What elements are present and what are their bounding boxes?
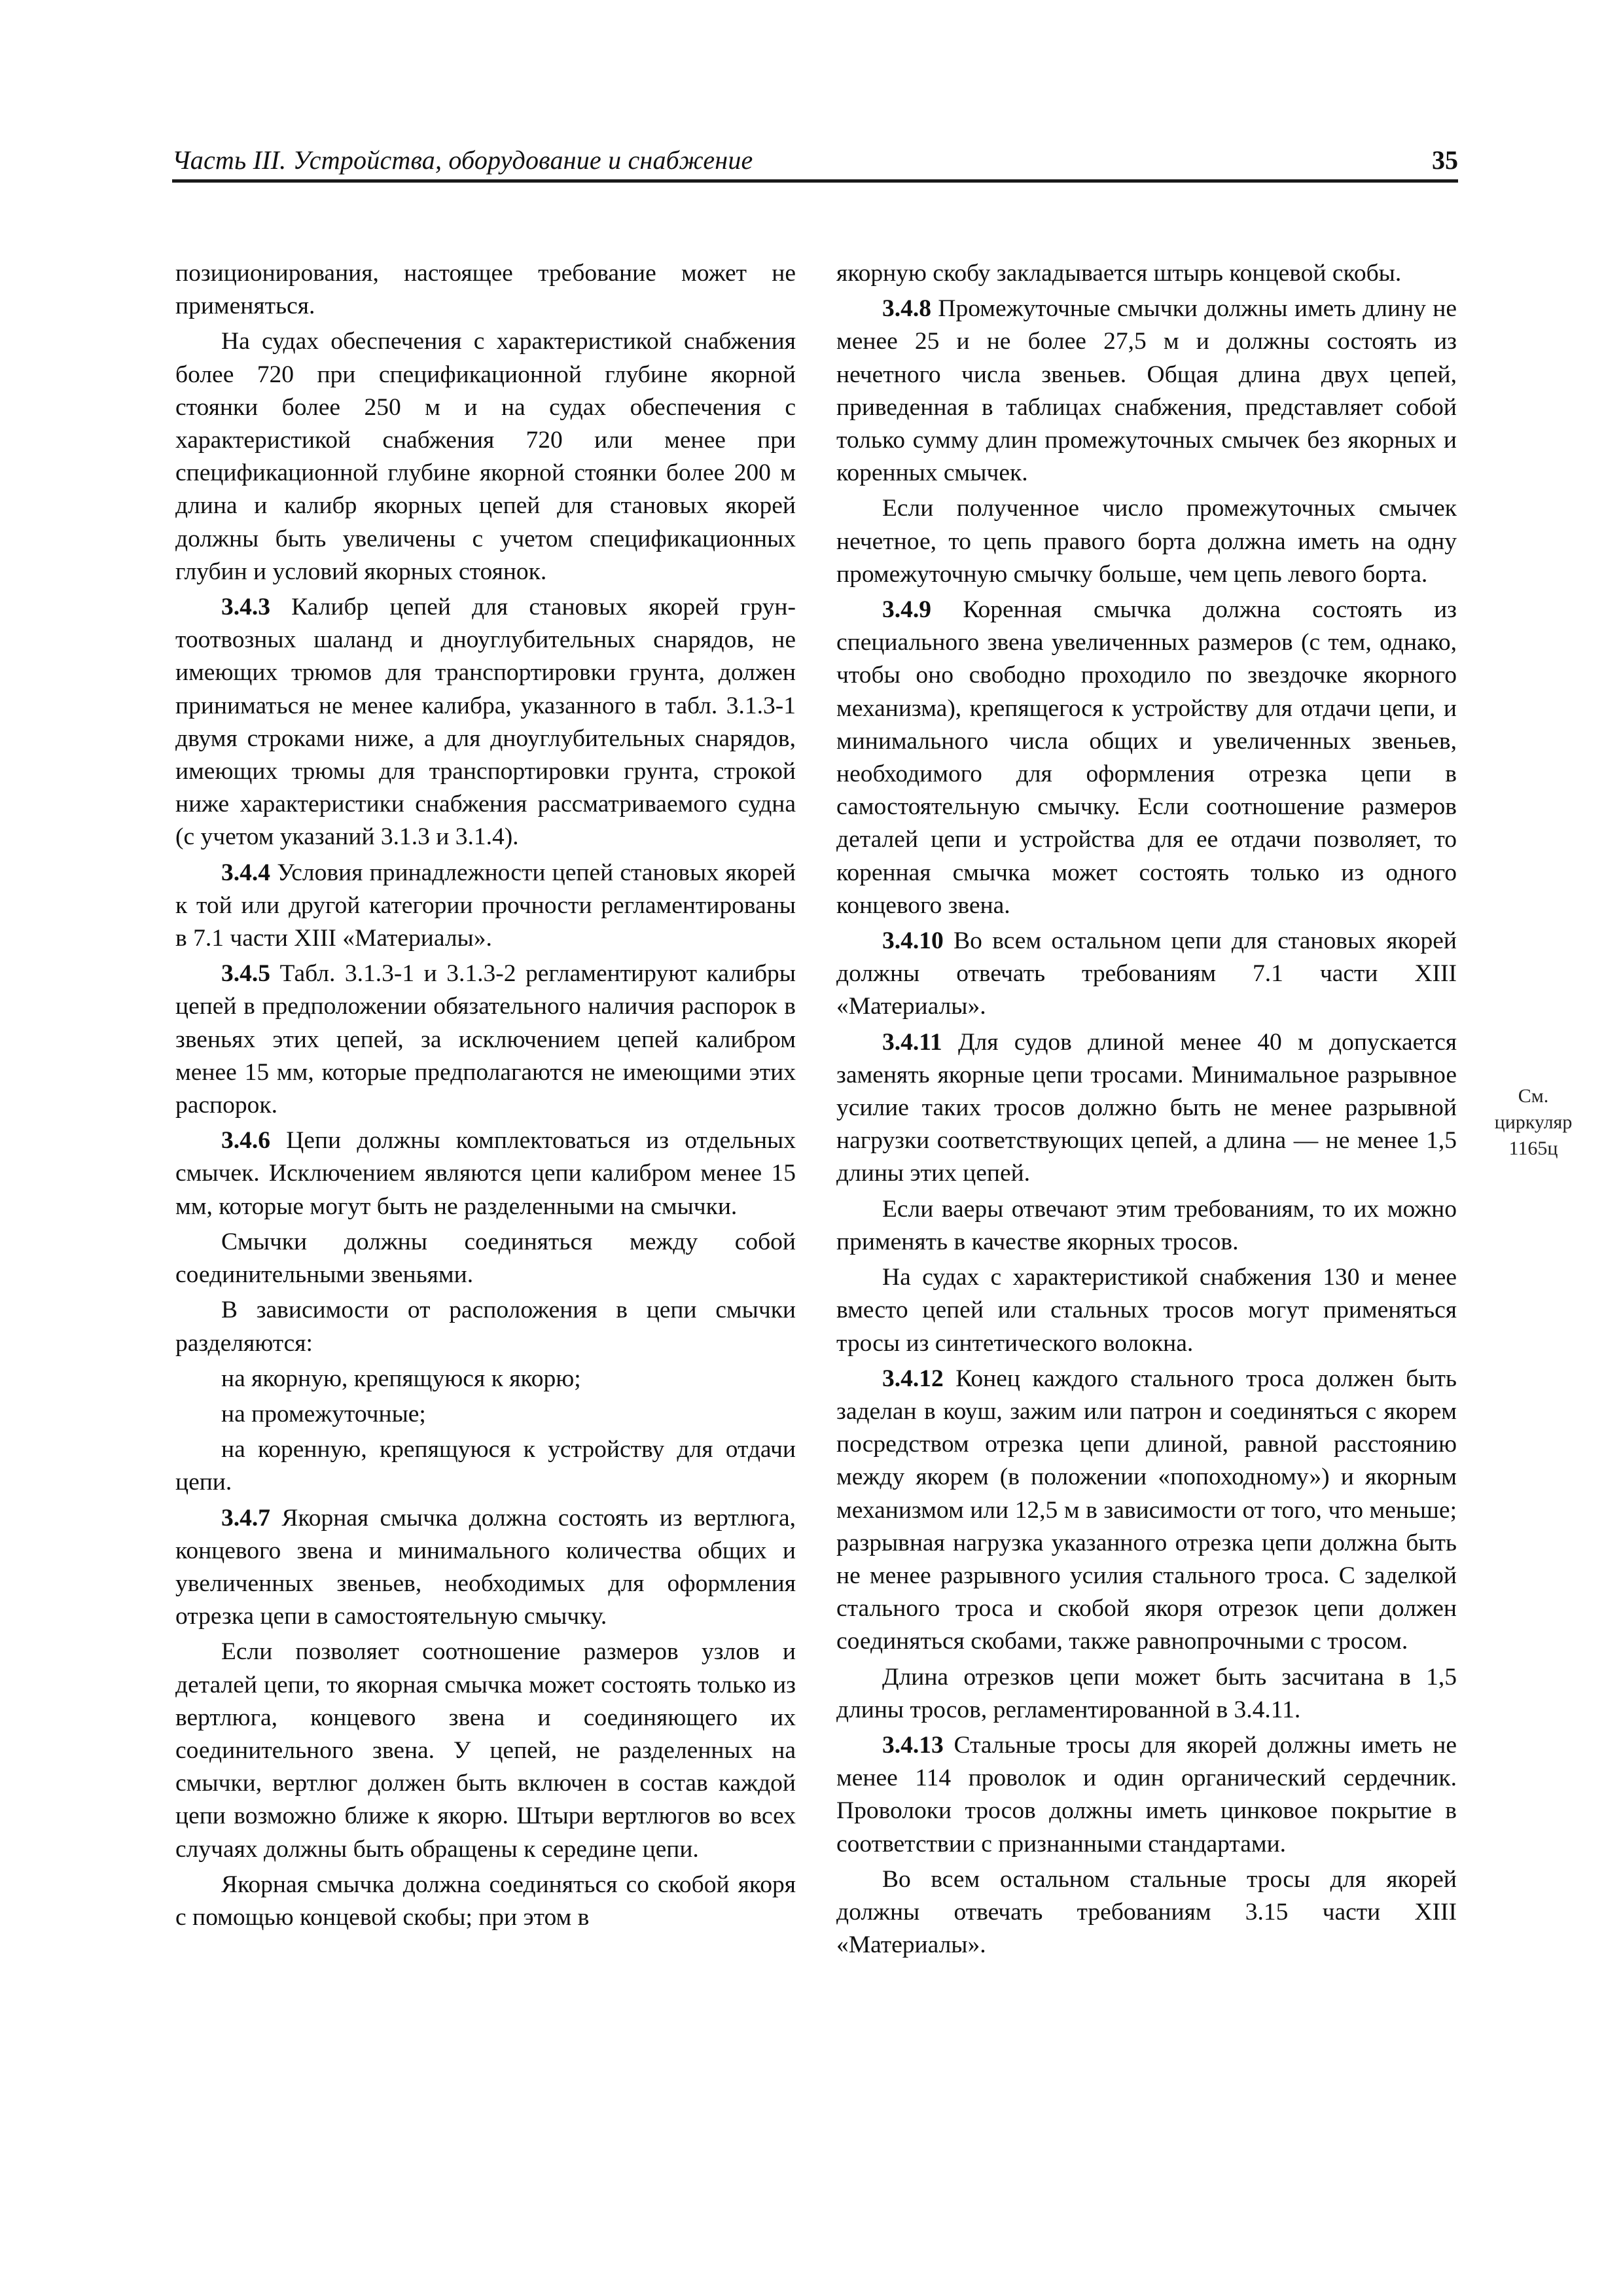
paragraph-text: Стальные тросы для якорей должны иметь не менее 114 проволок и один органический сердечник. Проволоки тросов должны иметь цинковое покрытие в соответствии с признанными стандартами. bbox=[836, 1731, 1457, 1857]
paragraph: Якорная смычка должна соединяться со скобой якоря с помощью концевой скобы; при этом в bbox=[175, 1871, 796, 1931]
left-column bbox=[175, 257, 796, 1937]
section-number: 3.4.7 bbox=[221, 1504, 270, 1532]
paragraph-text: Конец каждого стального троса должен быть заделан в коуш, зажим или патрон и соединяться с якорем посредством отрезка цепи длиной, равной расстоянию между якорем (в положении «попоходному») и якорным механизмом или 12,5 м в зависимости от того, что меньше; разрывная нагрузка указанного отрезка цепи должна быть не менее разрывного усилия стального троса. С заделкой стального троса и скобой якоря отрезок цепи должен соединяться скобами, также равнопрочными с тросом. bbox=[836, 1365, 1457, 1655]
list-item: на якорную, крепящуюся к якорю; bbox=[221, 1365, 581, 1392]
paragraph: В зависимости от расположения в цепи смычки разделяются: bbox=[175, 1297, 796, 1357]
paragraph-text: Во всем остальном цепи для становых якорей должны отвечать требованиям 7.1 части XIII «Материалы». bbox=[836, 927, 1457, 1020]
section-number: 3.4.11 bbox=[882, 1028, 942, 1056]
paragraph: Во всем остальном стальные тросы для якорей должны отвечать требованиям 3.15 части XIII «Материалы». bbox=[836, 1865, 1457, 1959]
margin-note-line: См. bbox=[1518, 1085, 1549, 1107]
paragraph: Смычки должны соединяться между собой соединительными звеньями. bbox=[175, 1228, 796, 1289]
paragraph-3-4-4 bbox=[175, 857, 796, 956]
paragraph-3-4-9 bbox=[836, 594, 1457, 922]
right-column bbox=[836, 257, 1457, 1964]
paragraph-text: Промежуточные смычки должны иметь длину не менее 25 и не более 27,5 м и должны состоять из нечетного числа звеньев. Общая длина двух цепей, приведенная в таблицах снабжения, представляет собой только сумму длин промежуточных смычек без якорных и коренных смычек. bbox=[836, 295, 1457, 487]
section-number: 3.4.3 bbox=[221, 594, 270, 621]
paragraph: якорную скобу закладывается штырь концевой скобы. bbox=[836, 260, 1402, 287]
paragraph: На судах с характеристикой снабжения 130 и менее вместо цепей или стальных тросов могут применяться тросы из синтетического волокна. bbox=[836, 1264, 1457, 1357]
margin-note bbox=[1484, 1083, 1582, 1162]
paragraph-text: Для судов длиной менее 40 м допускается заменять якорные цепи тросами. Минимальное разрывное усилие таких тросов должно быть не менее разрывной нагрузки соответствующих цепей, а длина — не менее 1,5 длины этих цепей. bbox=[836, 1028, 1457, 1187]
paragraph: Длина отрезков цепи может быть засчитана в 1,5 длины тросов, регламентированной в 3.4.11. bbox=[836, 1663, 1457, 1723]
paragraph-text: Условия принадлежности цепей становых якорей к той или другой категории прочности регламентированы в 7.1 части XIII «Материалы». bbox=[175, 859, 796, 952]
list-item: на промежуточные; bbox=[221, 1400, 426, 1427]
margin-note-line: циркуляр bbox=[1494, 1111, 1573, 1133]
running-title: Часть III. Устройства, оборудование и снабжение bbox=[172, 145, 753, 175]
page-number: 35 bbox=[1432, 145, 1458, 175]
section-number: 3.4.5 bbox=[221, 960, 270, 988]
paragraph: позиционирования, настоящее требование может не применяться. bbox=[175, 260, 796, 320]
list-item: на коренную, крепящуюся к устройству для отдачи цепи. bbox=[175, 1436, 796, 1496]
paragraph-text: Калибр цепей для становых якорей грунтоотвозных шаланд и дноуглубительных снарядов, не имеющих трюмов для транспортировки грунта, должен приниматься не менее калибра, указанного в табл. 3.1.3-1 двумя строками ниже, а для дноуглубительных снарядов, имеющих трюмы для транспортировки грунта, строкой ниже характеристики снабжения рассматриваемого судна (с учетом указаний 3.1.3 и 3.1.4). bbox=[175, 594, 796, 851]
paragraph-text: Цепи должны комплектоваться из отдельных смычек. Исключением являются цепи калибром менее 15 мм, которые могут быть не разделенными на смычки. bbox=[175, 1127, 796, 1220]
section-number: 3.4.6 bbox=[221, 1127, 270, 1155]
paragraph: Если полученное число промежуточных смычек нечетное, то цепь правого борта должна иметь на одну промежуточную смычку больше, чем цепь левого борта. bbox=[836, 495, 1457, 588]
paragraph-3-4-6 bbox=[175, 1124, 796, 1223]
paragraph-3-4-8 bbox=[836, 293, 1457, 490]
paragraph: На судах обеспечения с характеристикой снабжения более 720 при спецификационной глубине якорной стоянки более 250 м и на судах обеспечения с характеристикой снабжения 720 или менее при спецификационной глубине якорной стоянки более 200 м длина и калибр якорных цепей для становых якорей должны быть увеличены с учетом спецификационных глубин и условий якорных стоянок. bbox=[175, 328, 796, 585]
paragraph-text: Табл. 3.1.3-1 и 3.1.3-2 регламентируют калибры цепей в предположении обязательного наличия распорок в звеньях этих цепей, за исключением цепей калибром менее 15 мм, которые предполагаются не имеющими этих распорок. bbox=[175, 960, 796, 1119]
paragraph: Если позволяет соотношение размеров узлов и деталей цепи, то якорная смычка может состоять только из вертлюга, концевого звена и соединяющего их соединительного звена. У цепей, не разделенных на смычки, вертлюг должен быть включен в состав каждой цепи возможно ближе к якорю. Штыри вертлюгов во всех случаях должны быть обращены к середине цепи. bbox=[175, 1638, 796, 1863]
paragraph-3-4-5 bbox=[175, 958, 796, 1122]
paragraph-3-4-13 bbox=[836, 1729, 1457, 1861]
paragraph-3-4-3 bbox=[175, 591, 796, 854]
paragraph-3-4-11 bbox=[836, 1026, 1457, 1191]
section-number: 3.4.10 bbox=[882, 927, 944, 955]
paragraph-3-4-7 bbox=[175, 1502, 796, 1634]
paragraph-3-4-12 bbox=[836, 1363, 1457, 1659]
section-number: 3.4.8 bbox=[882, 295, 931, 323]
section-number: 3.4.12 bbox=[882, 1365, 944, 1392]
paragraph-text: Коренная смычка должна состоять из специального звена увеличенных размеров (с тем, однако, чтобы оно свободно проходило по звездочке якорного механизма), крепящегося к устройству для отдачи цепи, и минимального числа общих и увеличенных звеньев, необходимого для оформления отрезка цепи в самостоятельную смычку. Если соотношение размеров деталей цепи и устройства для ее отдачи позволяет, то коренная смычка может состоять только из одного концевого звена. bbox=[836, 596, 1457, 919]
paragraph: Если ваеры отвечают этим требованиям, то их можно применять в качестве якорных тросов. bbox=[836, 1195, 1457, 1255]
section-number: 3.4.13 bbox=[882, 1731, 944, 1759]
paragraph-text: Якорная смычка должна состоять из вертлюга, концевого звена и минимального количества общих и увеличенных звеньев, необходимых для оформления отрезка цепи в самостоятельную смычку. bbox=[175, 1504, 796, 1630]
page-header bbox=[172, 143, 1458, 183]
section-number: 3.4.9 bbox=[882, 596, 931, 624]
margin-note-line: 1165ц bbox=[1508, 1138, 1558, 1159]
paragraph-3-4-10 bbox=[836, 925, 1457, 1024]
section-number: 3.4.4 bbox=[221, 859, 270, 886]
